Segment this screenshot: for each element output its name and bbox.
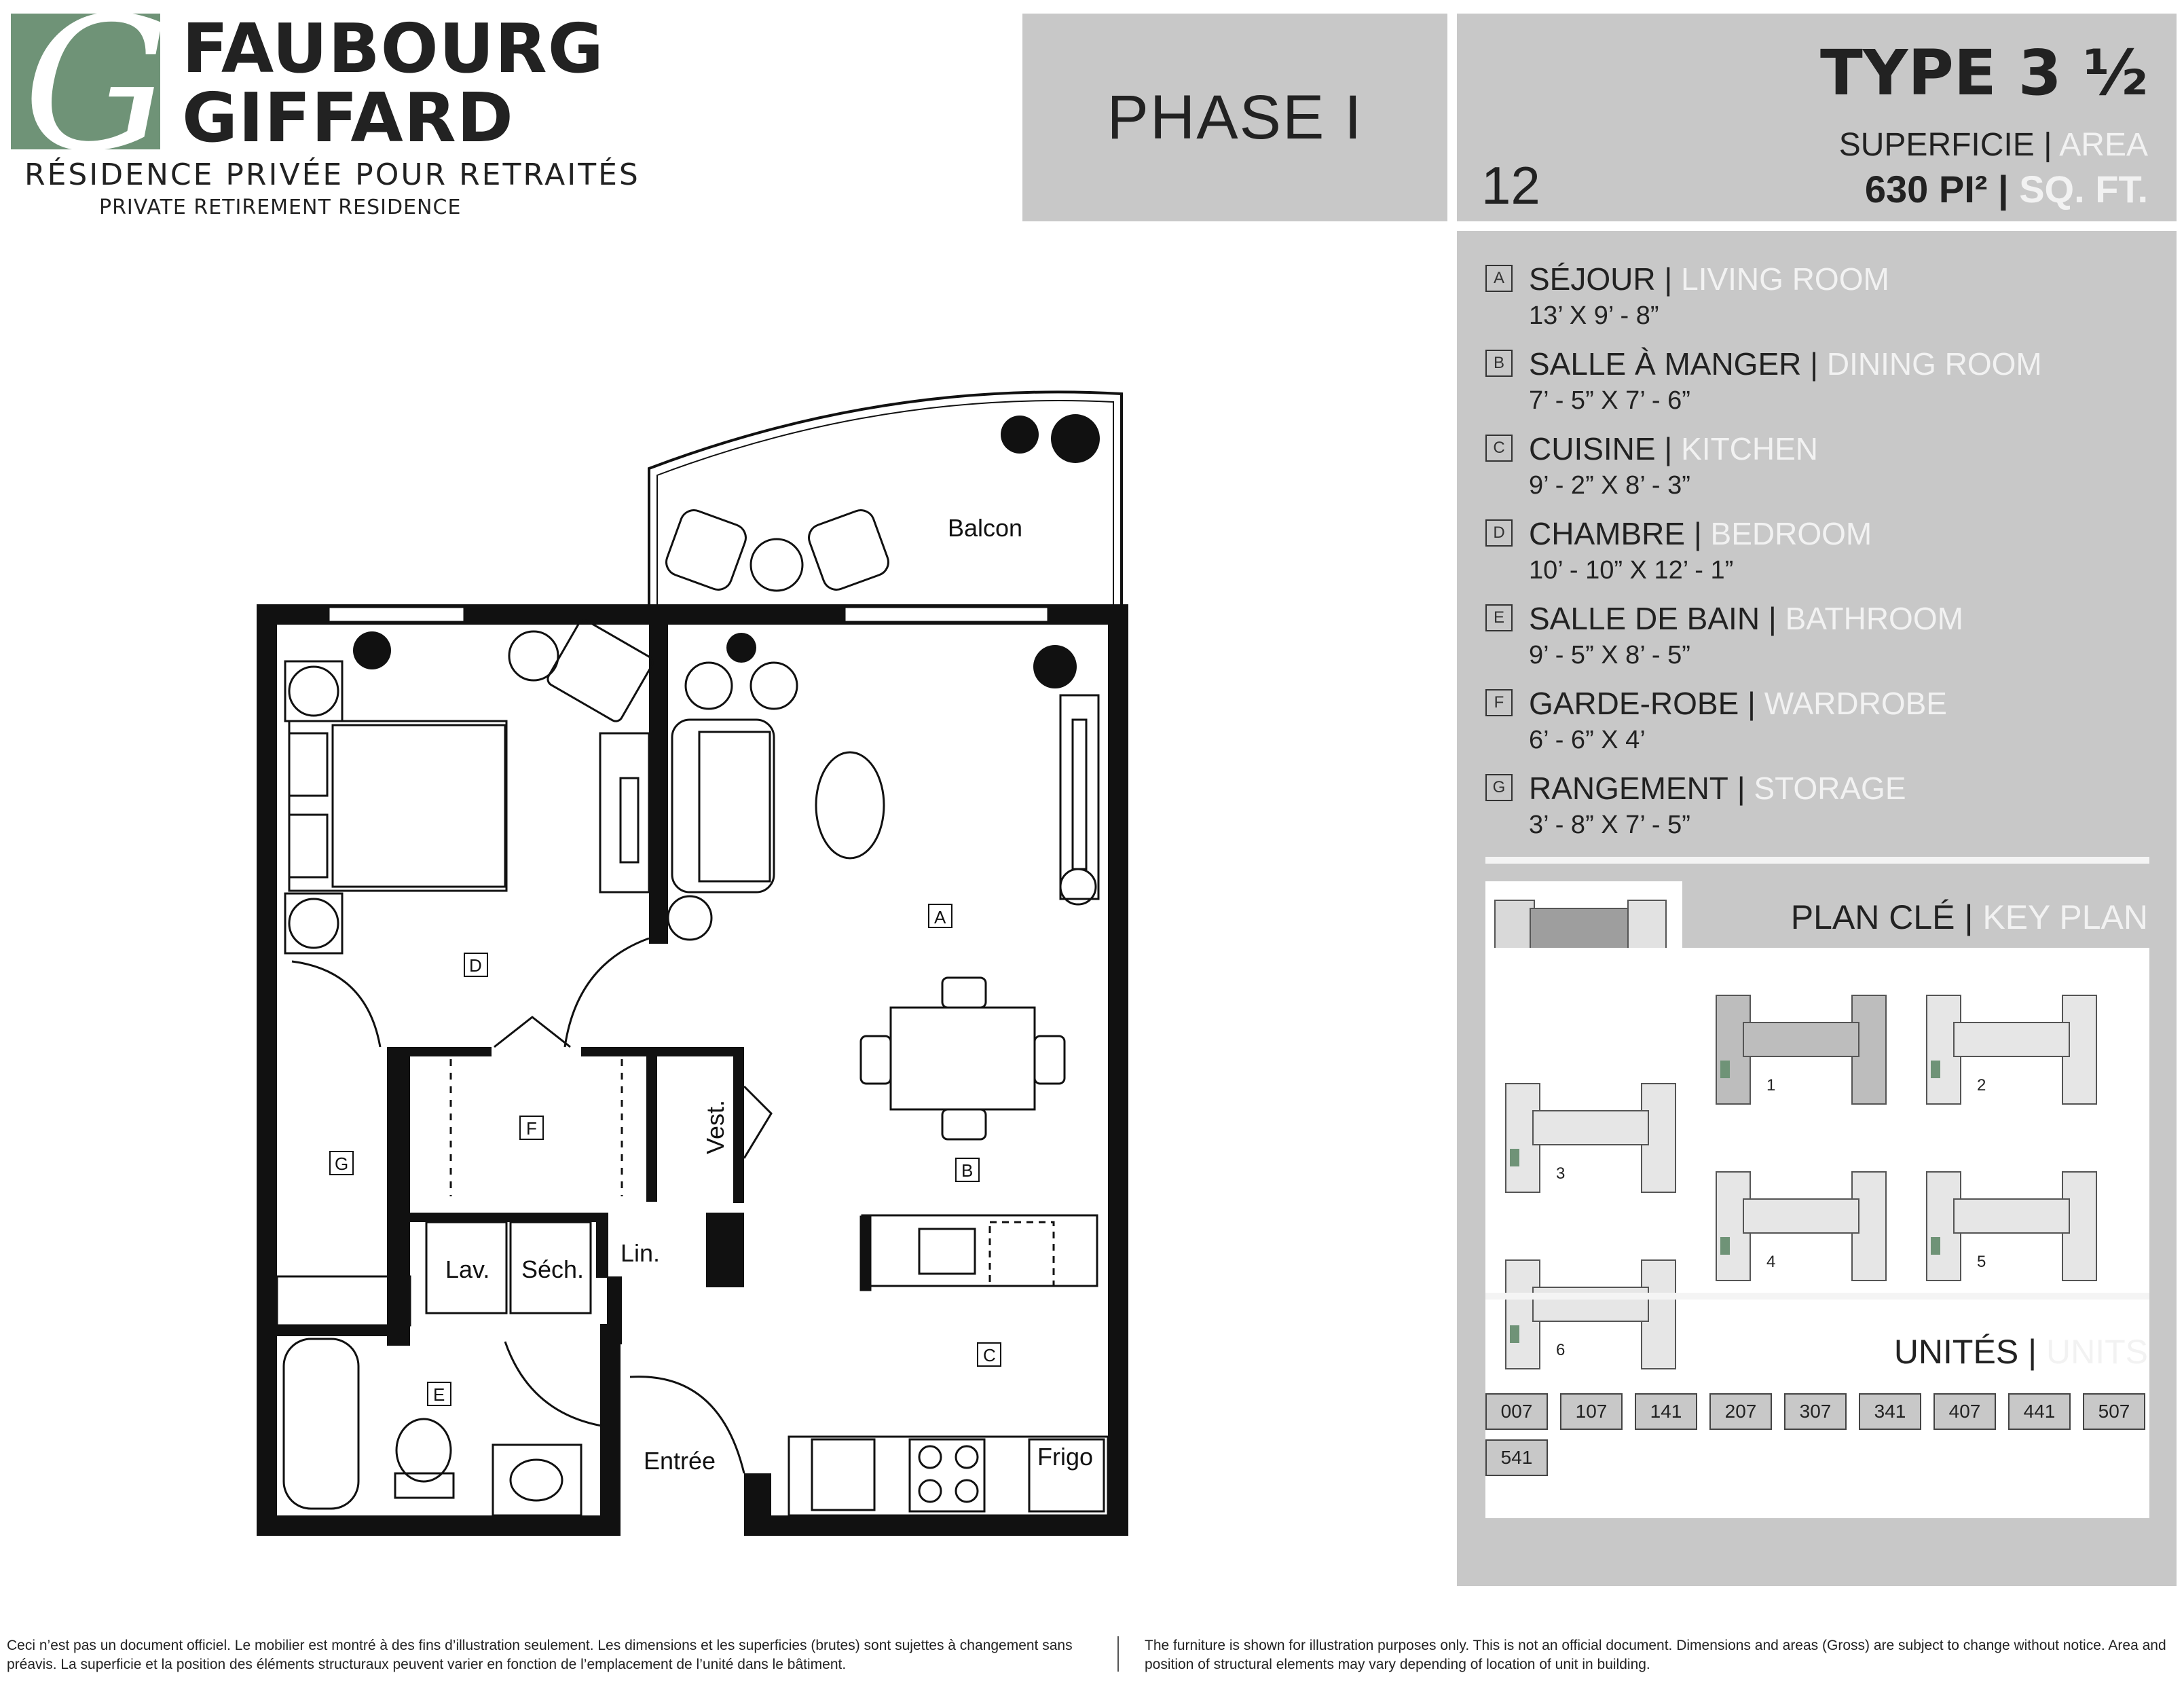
- armchair: [545, 618, 654, 724]
- room-name-en: WARDROBE: [1764, 686, 1947, 721]
- room-letter-a: A: [934, 907, 946, 927]
- room-letter-box: E: [1485, 604, 1513, 631]
- room-name-en: KITCHEN: [1681, 431, 1819, 466]
- type-box: [1457, 14, 2177, 221]
- units-title-en: UNITS: [2046, 1333, 2148, 1371]
- footer-divider: [1117, 1636, 1119, 1672]
- room-name: [1529, 346, 2042, 382]
- separator: |: [1664, 431, 1673, 466]
- door-swing: [292, 961, 380, 1047]
- bathtub: [284, 1339, 358, 1509]
- separator: |: [2028, 1333, 2037, 1371]
- washer-label: Lav.: [445, 1255, 490, 1283]
- room-letter-box: F: [1485, 689, 1513, 716]
- room-name: [1529, 430, 1818, 467]
- plant-icon: [1051, 414, 1100, 463]
- door-swing: [744, 1086, 771, 1158]
- details-panel: [1457, 231, 2177, 1586]
- separator: |: [1768, 601, 1777, 636]
- unit-highlight: [1510, 1325, 1519, 1343]
- disclaimer-en: The furniture is shown for illustration purposes only. This is not an official document. Dimensions and areas (Gross) are subject to change without notice. Area and position of structural elements may vary depending of location of unit in building.: [1145, 1638, 2166, 1672]
- plant-icon: [353, 631, 391, 669]
- bathroom-sink: [493, 1445, 581, 1515]
- disclaimer-fr: Ceci n’est pas un document officiel. Le mobilier est montré à des fins d’illustration seulement. Les dimensions et les superficies (brutes) sont sujettes à changement sans préavis. La superficie et la position des éléments structuraux peuvent varier en fonction de l’emplacement de l’unité dans le bâtiment.: [7, 1638, 1073, 1672]
- separator: |: [1737, 771, 1745, 806]
- room-name-en: STORAGE: [1754, 771, 1906, 806]
- key-plan-title-en: KEY PLAN: [1982, 898, 2148, 936]
- logo-letter: G: [23, 0, 170, 191]
- area-label-fr: SUPERFICIE: [1838, 127, 2035, 163]
- key-plan-title-fr: PLAN CLÉ: [1790, 898, 1955, 936]
- unit-highlight: [1510, 1149, 1519, 1166]
- plant-icon: [1033, 645, 1077, 688]
- divider: [1485, 857, 2149, 864]
- fridge-label: Frigo: [1037, 1443, 1094, 1471]
- entrance-label: Entrée: [644, 1447, 716, 1475]
- room-dimensions: 9’ - 2” X 8’ - 3”: [1529, 471, 1690, 500]
- separator: |: [1810, 346, 1819, 382]
- sofa: [672, 720, 774, 892]
- door-swing: [505, 1342, 601, 1426]
- dryer-label: Séch.: [521, 1255, 585, 1283]
- area-label: [1839, 126, 2148, 164]
- unit-highlight: [1931, 1061, 1940, 1078]
- unit-tag[interactable]: 441: [2008, 1393, 2071, 1430]
- room-letter-box: D: [1485, 519, 1513, 547]
- plant-icon: [1001, 416, 1039, 454]
- level-label: 6: [1556, 1341, 1566, 1359]
- key-plan-level-2: [1927, 995, 2096, 1104]
- key-plan-level-6: [1506, 1260, 1676, 1369]
- level-label: 1: [1766, 1076, 1776, 1094]
- key-plan-level-3: [1506, 1084, 1676, 1192]
- room-dimensions: 13’ X 9’ - 8”: [1529, 301, 1659, 330]
- key-plan-level-4: [1716, 1172, 1886, 1281]
- nightstand-lamp: [289, 667, 338, 716]
- unit-tag[interactable]: 107: [1560, 1393, 1623, 1430]
- unit-type-title: TYPE 3 ½: [1820, 37, 2148, 109]
- room-name-fr: GARDE-ROBE: [1529, 686, 1739, 721]
- dining-table: [891, 1008, 1035, 1109]
- balcony-chair: [663, 507, 749, 593]
- phase-label: PHASE I: [1107, 82, 1363, 152]
- area-value-fr: 630 PI²: [1864, 168, 1988, 210]
- balcony-chair: [805, 507, 892, 593]
- units-title: [1894, 1332, 2148, 1371]
- divider: [1485, 1293, 2149, 1300]
- balcony-outline: [649, 392, 1122, 604]
- room-name-en: DINING ROOM: [1826, 346, 2042, 382]
- unit-tag[interactable]: 507: [2083, 1393, 2145, 1430]
- separator: |: [1997, 168, 2009, 210]
- units-title-fr: UNITÉS: [1893, 1333, 2019, 1371]
- room-letter-box: C: [1485, 435, 1513, 462]
- nightstand-lamp: [289, 899, 338, 948]
- separator: |: [1964, 898, 1974, 936]
- room-name: [1529, 261, 1889, 297]
- unit-tag[interactable]: 341: [1859, 1393, 1921, 1430]
- unit-highlight: [1931, 1237, 1940, 1255]
- linen-label: Lin.: [621, 1239, 661, 1267]
- room-letter-g: G: [335, 1154, 349, 1174]
- room-name-fr: SALLE À MANGER: [1529, 346, 1802, 382]
- room-name-fr: CUISINE: [1529, 431, 1656, 466]
- unit-tag[interactable]: 307: [1784, 1393, 1847, 1430]
- room-name-fr: SALLE DE BAIN: [1529, 601, 1760, 636]
- level-label: 2: [1977, 1076, 1986, 1094]
- room-dimensions: 6’ - 6” X 4’: [1529, 726, 1646, 754]
- room-name: [1529, 770, 1906, 807]
- tagline-en: PRIVATE RETIREMENT RESIDENCE: [99, 196, 462, 219]
- toilet: [396, 1419, 451, 1481]
- level-label: 5: [1977, 1253, 1986, 1271]
- bed: [289, 721, 506, 891]
- tagline-fr: RÉSIDENCE PRIVÉE POUR RETRAITÉS: [24, 158, 640, 192]
- door-swing: [565, 938, 649, 1047]
- level-label: 4: [1766, 1253, 1776, 1271]
- area-value-en: SQ. FT.: [2019, 168, 2148, 210]
- room-letter-box: A: [1485, 265, 1513, 292]
- room-name-fr: CHAMBRE: [1529, 516, 1686, 551]
- room-name-fr: RANGEMENT: [1529, 771, 1728, 806]
- room-dimensions: 10’ - 10” X 12’ - 1”: [1529, 556, 1734, 585]
- floor-plan: [0, 0, 1168, 1575]
- room-name-en: BATHROOM: [1785, 601, 1963, 636]
- balcony-railing: [657, 401, 1113, 604]
- coffee-table: [816, 752, 884, 858]
- balcony-label: Balcon: [948, 514, 1023, 542]
- room-name-en: LIVING ROOM: [1681, 261, 1889, 297]
- level-label: 3: [1556, 1164, 1566, 1183]
- dresser: [600, 733, 649, 892]
- plants: [353, 414, 1100, 688]
- area-value: [1865, 167, 2148, 211]
- room-letter-c: C: [983, 1345, 996, 1365]
- key-plan-level-1: [1716, 995, 1886, 1104]
- room-dimensions: 3’ - 8” X 7’ - 5”: [1529, 811, 1690, 839]
- separator: |: [1693, 516, 1702, 551]
- room-letter-box: B: [1485, 350, 1513, 377]
- separator: |: [1747, 686, 1756, 721]
- kitchen-island: [862, 1215, 1097, 1286]
- unit-number: 12: [1481, 155, 1540, 215]
- room-letter-e: E: [433, 1384, 445, 1405]
- plant-icon: [726, 633, 756, 663]
- room-dimensions: 9’ - 5” X 8’ - 5”: [1529, 641, 1690, 669]
- unit-tag[interactable]: 207: [1709, 1393, 1772, 1430]
- room-letter-b: B: [961, 1160, 974, 1181]
- brand-name-line2: GIFFARD: [182, 78, 514, 158]
- door-swing: [494, 1017, 570, 1047]
- room-name: [1529, 685, 1947, 722]
- unit-tag[interactable]: 407: [1933, 1393, 1996, 1430]
- vestibule-label: Vest.: [701, 1099, 729, 1154]
- key-plan-title: [1791, 898, 2148, 937]
- separator: |: [2043, 127, 2052, 163]
- separator: |: [1664, 261, 1673, 297]
- room-letter-f: F: [526, 1118, 537, 1139]
- unit-tag[interactable]: 541: [1485, 1439, 1548, 1476]
- brand-name-line1: FAUBOURG: [182, 9, 604, 88]
- balcony-table: [751, 539, 802, 591]
- room-name: [1529, 515, 1872, 552]
- room-letter-box: G: [1485, 774, 1513, 801]
- unit-highlight: [1720, 1061, 1730, 1078]
- unit-tag[interactable]: 007: [1485, 1393, 1548, 1430]
- key-plan-levels: [1485, 948, 2149, 1518]
- room-letters: [330, 904, 1001, 1405]
- room-dimensions: 7’ - 5” X 7’ - 6”: [1529, 386, 1690, 415]
- room-name: [1529, 600, 1963, 637]
- area-label-en: AREA: [2059, 127, 2148, 163]
- room-name-fr: SÉJOUR: [1529, 261, 1656, 297]
- exterior-walls: [257, 604, 1128, 1536]
- unit-tag[interactable]: 141: [1635, 1393, 1697, 1430]
- room-letter-d: D: [469, 955, 482, 976]
- room-name-en: BEDROOM: [1710, 516, 1872, 551]
- unit-highlight: [1720, 1237, 1730, 1255]
- key-plan-level-5: [1927, 1172, 2096, 1281]
